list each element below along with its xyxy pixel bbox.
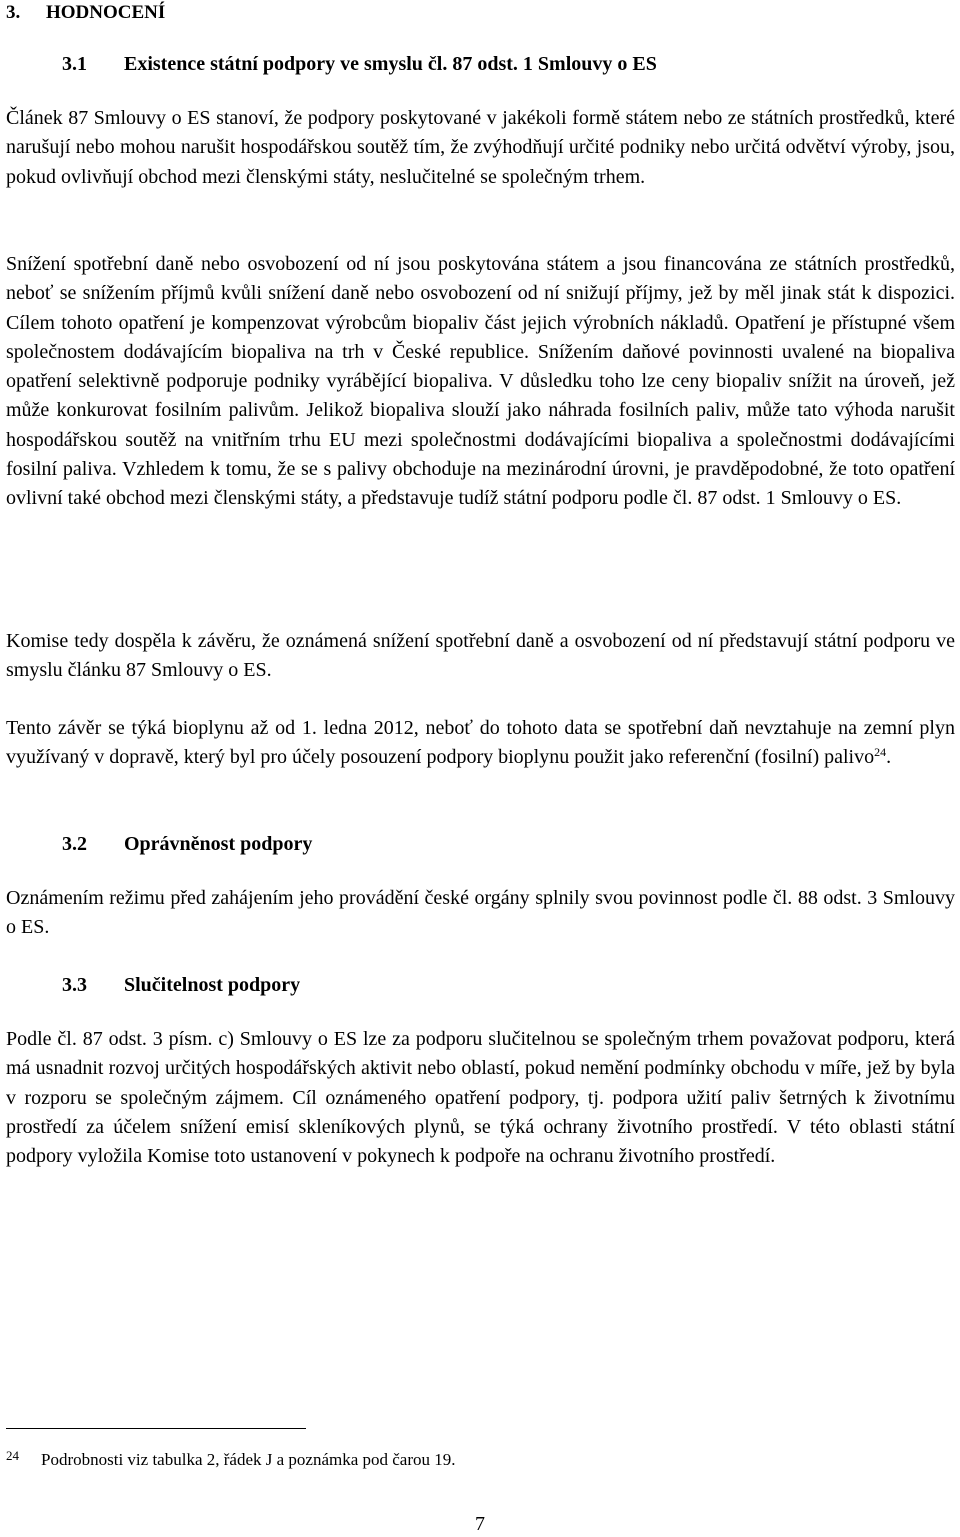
paragraph: Článek 87 Smlouvy o ES stanoví, že podpory poskytované v jakékoli formě státem nebo ze státních prostředků, které narušují nebo mohou narušit hospodářskou soutěž tím, že zvýhodňují určité podniky nebo určitá odvětví výroby, jsou, pokud ovlivňují obchod mezi členskými státy, neslučitelné se společným trhem. [6,107,955,188]
footnote-separator [6,1428,306,1429]
paragraph-with-footnote [6,714,955,773]
section-number: 3.3 [62,974,87,996]
footnote-reference[interactable]: 24 [874,745,887,760]
paragraph: Snížení spotřební daně nebo osvobození od ní jsou poskytována státem a jsou financována ze státních prostředků, neboť se snížením příjmů kvůli snížení daně nebo osvobození od ní snižují příjmy, jež by měl jinak stát k dispozici. Cílem tohoto opatření je kompenzovat výrobcům biopaliv část jejich výrobních nákladů. Opatření je přístupné všem společnostem dodávajícím biopaliva na trh v České republice. Snížením daňové povinnosti uvalené na biopaliva opatření selektivně podporuje podniky vyrábějící biopaliva. V důsledku toho lze ceny biopaliv snížit na úroveň, jež může konkurovat fosilním palivům. Jelikož biopaliva slouží jako náhrada fosilních paliv, může tato výhoda narušit hospodářskou soutěž na vnitřním trhu EU mezi společnostmi dodávajícími biopaliva a společnostmi dodávajícími fosilní paliva. Vzhledem k tomu, že se s palivy obchoduje na mezinárodní úrovni, je pravděpodobné, že toto opatření ovlivní také obchod mezi členskými státy, a představuje tudíž státní podporu podle čl. 87 odst. 1 Smlouvy o ES. [6,253,955,510]
section-heading-3-3 [62,971,300,999]
paragraph-text: Tento závěr se týká bioplynu až od 1. ledna 2012, neboť do tohoto data se spotřební daň nevztahuje na zemní plyn využívaný v dopravě, který byl pro účely posouzení podpory bioplynu použit jako referenční (fosilní) palivo [6,717,955,769]
footnote-number: 24 [6,1448,19,1463]
chapter-heading [6,0,165,26]
paragraph: Oznámením režimu před zahájením jeho provádění české orgány splnily svou povinnost podle čl. 88 odst. 3 Smlouvy o ES. [6,887,955,939]
section-title: Existence státní podpory ve smyslu čl. 87 odst. 1 Smlouvy o ES [124,53,657,75]
paragraph-end: . [886,746,892,769]
paragraph: Podle čl. 87 odst. 3 písm. c) Smlouvy o ES lze za podporu slučitelnou se společným trhem považovat podporu, která má usnadnit rozvoj určitých hospodářských aktivit nebo oblastí, pokud nemění podmínky obchodu v míře, jež by byla v rozporu se společným zájmem. Cíl oznámeného opatření podpory, tj. podpora užití paliv šetrných k životnímu prostředí za účelem snížení emisí skleníkových plynů, se týká ochrany životního prostředí. V této oblasti státní podpory vyložila Komise toto ustanovení v pokynech k podpoře na ochranu životního prostředí. [6,1028,955,1168]
section-number: 3.1 [62,53,87,75]
footnote [6,1445,946,1471]
page-number: 7 [475,1513,485,1535]
paragraph: Komise tedy dospěla k závěru, že oznámená snížení spotřební daně a osvobození od ní představují státní podporu ve smyslu článku 87 Smlouvy o ES. [6,630,955,682]
section-title: Oprávněnost podpory [124,833,313,855]
section-number: 3.2 [62,833,87,855]
section-heading-3-2 [62,830,312,858]
section-title: Slučitelnost podpory [124,974,301,996]
chapter-title: HODNOCENÍ [46,2,166,23]
section-heading-3-1 [62,50,657,78]
footnote-text: Podrobnosti viz tabulka 2, řádek J a poznámka pod čarou 19. [41,1450,456,1469]
chapter-number: 3. [6,2,21,23]
